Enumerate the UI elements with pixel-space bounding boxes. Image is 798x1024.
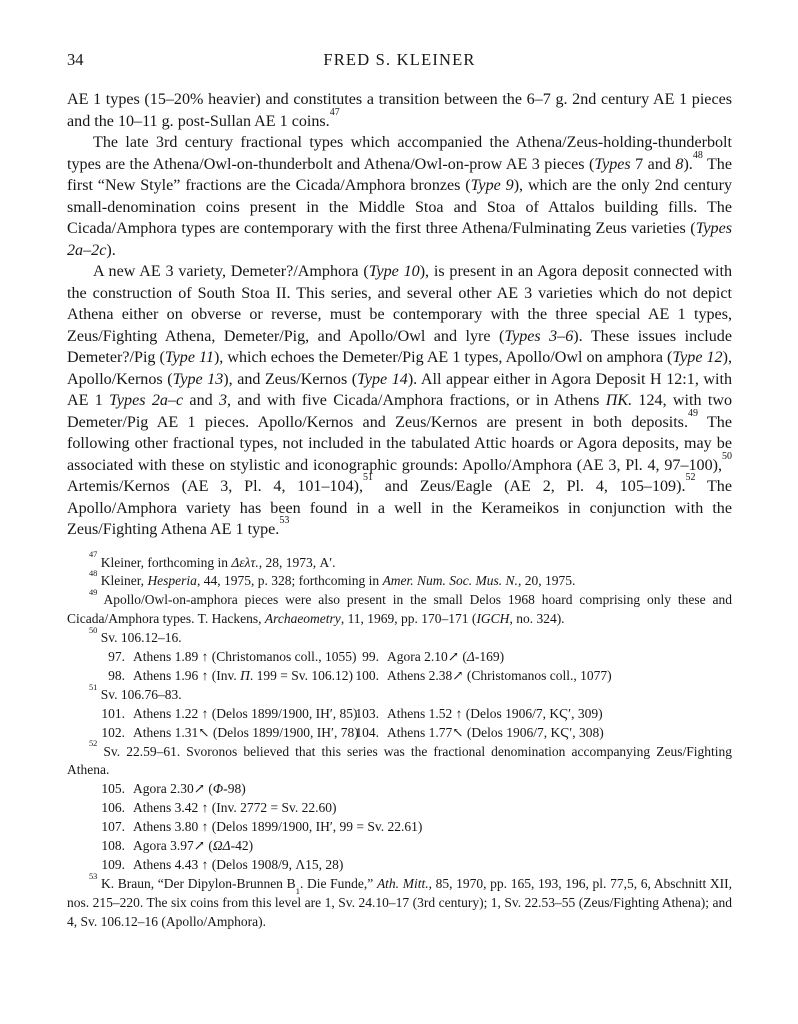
coin-entry-99 [351,648,504,667]
page-header [67,50,732,72]
coin-entry-number: 105. [101,781,125,797]
coin-entry-number: 97. [108,649,125,665]
coin-list [97,705,732,743]
coin-row [97,799,732,818]
footnote-text: $^{52}$ Sv. 22.59–61. Svoronos believed that this series was the fractional denomination accompanying Zeus/Fighting Athena. [67,739,732,778]
footnote-number: 51 [89,682,98,692]
coin-entry-description: Athens 4.43 ↑ (Delos 1908/9, Λ15, 28) [133,857,344,872]
footnote-47 [67,550,732,573]
coin-entry-number: 103. [355,705,379,721]
coin-entry-description: Agora 2.10↗ (Δ-169) [387,649,505,665]
coin-entry-100 [351,667,612,686]
coin-entry-number: 101. [101,705,125,721]
coin-row [97,667,732,686]
coin-entry-101 [97,705,358,724]
coin-entry-description: Athens 1.31↖ (Delos 1899/1900, ΙΗ′, 78) [133,724,359,740]
coin-list [97,648,732,686]
footnote-49 [67,588,732,629]
coin-entry-description: Athens 1.77↖ (Delos 1906/7, ΚϚ′, 308) [387,724,604,740]
coin-entry-description: Athens 3.80 ↑ (Delos 1899/1900, ΙΗ′, 99 = Sv. 22.61) [133,819,423,835]
footnote-number: 47 [89,550,98,560]
body-paragraph-2: The late 3rd century fractional types which accompanied the Athena/Zeus-holding-thunderbolt types are the Athena/Owl-on-thunderbolt and Athena/Owl-on-prow AE 3 pieces (Types 7 and 8).$^{48}$ The first “New Style” fractions are the Cicada/Amphora bronzes (Type 9), which are the only 2nd century small-denomination coins present in the Middle Stoa and Stoa of Attalos building fills. The Cicada/Amphora types are contemporary with the first three Athena/Fulminating Zeus varieties (Types 2a–2c). [67,134,732,259]
coin-entry-number: 106. [101,800,125,816]
coin-entry-number: 107. [101,819,125,835]
coin-row [97,818,732,837]
footnote-text: $^{53}$ K. Braun, “Der Dipylon-Brunnen $B_1$. Die Funde,” Ath. Mitt., 85, 1970, pp. 165, 193, 196, pl. 77,5, 6, Abschnitt XII, nos. 215–220. The six coins from this level are 1, Sv. 24.10–17 (3rd century); 1, Sv. 22.53–55 (Zeus/Fighting Athena); and 4, Sv. 106.12–16 (Apollo/Amphora). [67,871,733,929]
coin-row [97,837,732,856]
coin-row [97,856,732,875]
coin-entry-description: Athens 2.38↗ (Christomanos coll., 1077) [387,667,612,683]
footnote-text: $^{50}$ Sv. 106.12–16. [89,625,182,646]
coin-row [97,724,732,743]
coin-entry-description: Athens 1.52 ↑ (Delos 1906/7, ΚϚ′, 309) [387,705,603,721]
coin-entry-102 [97,724,359,743]
coin-entry-number: 100. [355,667,379,683]
coin-entry-description: Athens 1.96 ↑ (Inv. Π. 199 = Sv. 106.12) [133,667,353,683]
footnote-number: 49 [89,588,98,598]
coin-entry-description: Agora 2.30↗ (Φ-98) [133,781,246,797]
footnote-number: 52 [89,739,98,749]
coin-entry-109 [97,856,343,875]
coin-row [97,705,732,724]
coin-entry-104 [351,724,604,743]
footnote-53 [67,871,733,932]
coin-entry-103 [351,705,603,724]
coin-entry-description: Athens 3.42 ↑ (Inv. 2772 = Sv. 22.60) [133,800,337,816]
footnote-text: $^{47}$ Kleiner, forthcoming in Δελτ., 28, 1973, A′. [89,550,336,570]
body-paragraph-1: AE 1 types (15–20% heavier) and constitutes a transition between the 6–7 g. 2nd century AE 1 pieces and the 10–11 g. post-Sullan AE 1 coins.$^{47}$ [67,91,732,130]
coin-entry-number: 109. [101,857,125,872]
page-content [67,50,732,932]
footnote-52 [67,739,732,875]
coin-entry-108 [97,837,253,856]
footnote-text: $^{49}$ Apollo/Owl-on-amphora pieces were also present in the small Delos 1968 hoard comprising only these and Cicada/Amphora types. T. Hackens, Archaeometry, 11, 1969, pp. 170–171 (IGCH, no. 324). [67,588,732,627]
footnote-number: 50 [89,625,98,635]
footnote-48 [67,569,732,591]
page-number: 34 [67,50,84,69]
footnote-number: 53 [89,871,98,881]
body-paragraph-3: A new AE 3 variety, Demeter?/Amphora (Type 10), is present in an Agora deposit connected with the construction of South Stoa II. This series, and several other AE 3 varieties which do not depict Athena either on obverse or reverse, must be contemporary with the three special AE 1 types, Zeus/Fighting Athena, Demeter/Pig, and Apollo/Owl and lyre (Types 3–6). These issues include Demeter?/Pig (Type 11), which echoes the Demeter/Pig AE 1 types, Apollo/Owl on amphora (Type 12), Apollo/Kernos (Type 13), and Zeus/Kernos (Type 14). All appear either in Agora Deposit H 12:1, with AE 1 Types 2a–c and 3, and with five Cicada/Amphora fractions, or in Athens ΠΚ. 124, with two Demeter/Pig AE 1 pieces. Apollo/Kernos and Zeus/Kernos are present in both deposits.$^{49}$ The following other fractional types, not included in the tabulated Attic hoards or Agora deposits, may be associated with these on stylistic and iconographic grounds: Apollo/Amphora (AE 3, Pl. 4, 97–100),$^{50}$ Artemis/Kernos (AE 3, Pl. 4, 101–104),$^{51}$ and Zeus/Eagle (AE 2, Pl. 4, 105–109).$^{52}$ The Apollo/Amphora variety has been found in a well in the Kerameikos in conjunction with the Zeus/Fighting Athena AE 1 type.$^{53}$ [67,263,732,538]
coin-entry-number: 98. [108,667,125,683]
footnote-text: $^{48}$ Kleiner, Hesperia, 44, 1975, p. 328; forthcoming in Amer. Num. Soc. Mus. N., 20, 1975. [89,569,576,589]
coin-entry-106 [97,799,336,818]
coin-row [97,648,732,667]
coin-entry-98 [97,667,351,686]
footnote-number: 48 [89,569,98,579]
coin-entry-description: Athens 1.89 ↑ (Christomanos coll., 1055) [133,649,357,665]
coin-row [97,780,732,799]
running-head: FRED S. KLEINER [323,50,476,69]
footnote-50 [67,625,732,686]
coin-entry-number: 104. [355,724,379,740]
coin-entry-description: Agora 3.97↗ (ΩΔ-42) [133,838,254,854]
coin-entry-number: 102. [101,724,125,740]
article-body [67,89,732,541]
coin-list [97,780,732,875]
coin-entry-number: 108. [101,838,125,854]
coin-entry-description: Athens 1.22 ↑ (Delos 1899/1900, ΙΗ′, 85) [133,705,358,721]
coin-entry-105 [97,780,246,799]
footnote-51 [67,682,732,743]
footnotes-section [67,550,733,932]
coin-entry-97 [97,648,357,667]
footnote-text: $^{51}$ Sv. 106.76–83. [89,682,182,702]
coin-entry-number: 99. [362,649,379,665]
coin-entry-107 [97,818,422,837]
